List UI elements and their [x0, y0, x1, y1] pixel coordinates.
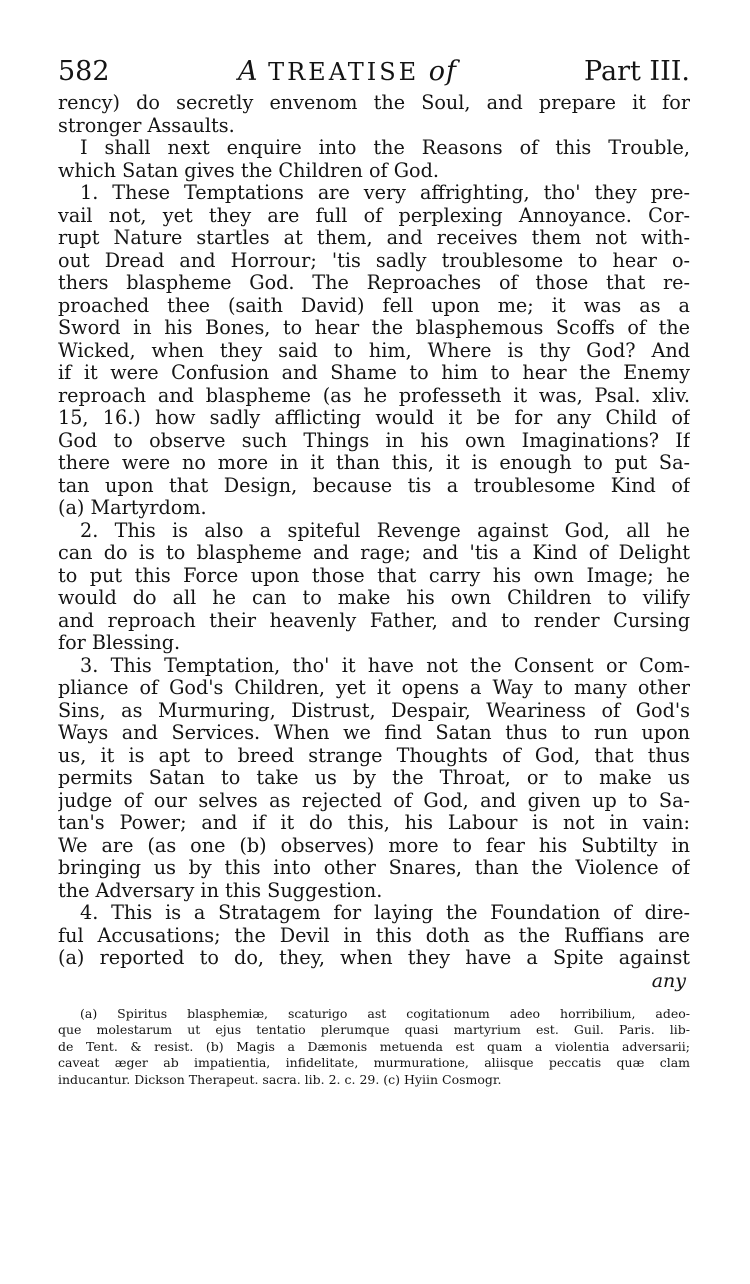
text-line: I shall next enquire into the Reasons of this Trouble, [80, 137, 690, 159]
text-line: stronger Assaults. [58, 114, 235, 137]
footnote-line: caveat æger ab impatientia, infidelitate, murmuratione, aliisque peccatis quæ clam [58, 1055, 690, 1070]
part-label: Part III. [584, 56, 690, 87]
running-title-of: of [428, 56, 458, 87]
text-line: bringing us by this into other Snares, than the Violence of [58, 857, 690, 879]
text-line: out Dread and Horrour; 'tis sadly troublesome to hear o- [58, 249, 690, 272]
text-line: We are (as one (b) observes) more to fear his Subtilty in [58, 834, 690, 857]
text-line: God to observe such Things in his own Imaginations? If [58, 429, 690, 452]
text-line: 4. This is a Stratagem for laying the Foundation of dire- [80, 902, 690, 924]
text-line: thers blaspheme God. The Reproaches of those that re- [58, 272, 690, 294]
running-title-main: TREATISE [268, 58, 420, 86]
text-line: proached thee (saith David) fell upon me; it was as a [58, 294, 690, 317]
text-line: rency) do secretly envenom the Soul, and prepare it for [58, 92, 690, 114]
text-line: (a) Martyrdom. [58, 497, 207, 519]
footnote-line: de Tent. & resist. (b) Magis a Dæmonis metuenda est quam a violentia adversarii; [58, 1038, 690, 1054]
text-line: tan upon that Design, because tis a troublesome Kind of [58, 474, 690, 497]
text-line: 15, 16.) how sadly afflicting would it be for any Child of [58, 407, 690, 429]
page-number: 582 [58, 56, 110, 87]
text-line: reproach and blaspheme (as he professeth it was, Psal. xliv. [58, 384, 690, 407]
text-line: for Blessing. [58, 632, 181, 654]
text-line: Wicked, when they said to him, Where is thy God? And [58, 339, 690, 362]
text-line: Ways and Services. When we find Satan thus to run upon [58, 722, 690, 744]
text-line: would do all he can to make his own Children to vilify [58, 587, 690, 609]
footnote-line: inducantur. Dickson Therapeut. sacra. lib. 2. c. 29. (c) Hyiin Cosmogr. [58, 1071, 502, 1087]
footnote-line: (a) Spiritus blasphemiæ, scaturigo ast cogitationum adeo horribilium, adeo- [80, 1005, 690, 1021]
text-line: tan's Power; and if it do this, his Labour is not in vain: [58, 812, 690, 834]
text-line: us, it is apt to breed strange Thoughts of God, that thus [58, 744, 690, 767]
text-line: judge of our selves as rejected of God, and given up to Sa- [58, 789, 690, 812]
text-line: Sins, as Murmuring, Distrust, Despair, Weariness of God's [58, 699, 690, 722]
text-line: (a) reported to do, they, when they have a Spite against [58, 947, 690, 969]
text-line: there were no more in it than this, it is enough to put Sa- [58, 452, 690, 474]
text-line: 2. This is also a spiteful Revenge against God, all he [80, 519, 690, 542]
text-line: and reproach their heavenly Father, and to render Cursing [58, 609, 690, 632]
body-text [58, 92, 690, 970]
text-line: 1. These Temptations are very affrighting, tho' they pre- [80, 182, 690, 204]
text-line: rupt Nature startles at them, and receives them not with- [58, 227, 690, 249]
catchword: any [651, 969, 686, 992]
text-line: to put this Force upon those that carry his own Image; he [58, 564, 690, 587]
text-line: the Adversary in this Suggestion. [58, 879, 383, 902]
text-line: permits Satan to take us by the Throat, or to make us [58, 767, 690, 789]
footnote-line: que molestarum ut ejus tentatio plerumque quasi martyrium est. Guil. Paris. lib- [58, 1022, 690, 1037]
running-header [58, 56, 690, 92]
text-line: can do is to blaspheme and rage; and 'tis a Kind of Delight [58, 542, 690, 564]
running-title [238, 56, 457, 87]
text-line: 3. This Temptation, tho' it have not the Consent or Com- [80, 654, 690, 677]
text-line: ful Accusations; the Devil in this doth as the Ruffians are [58, 924, 690, 947]
footnotes [58, 1006, 690, 1089]
running-title-a: A [238, 56, 259, 87]
book-page [58, 56, 690, 1088]
text-line: vail not, yet they are full of perplexing Annoyance. Cor- [58, 204, 690, 227]
text-line: if it were Confusion and Shame to him to hear the Enemy [58, 362, 690, 384]
text-line: pliance of God's Children, yet it opens a Way to many other [58, 677, 690, 699]
text-line: which Satan gives the Children of God. [58, 159, 439, 182]
text-line: Sword in his Bones, to hear the blasphemous Scoffs of the [58, 317, 690, 339]
